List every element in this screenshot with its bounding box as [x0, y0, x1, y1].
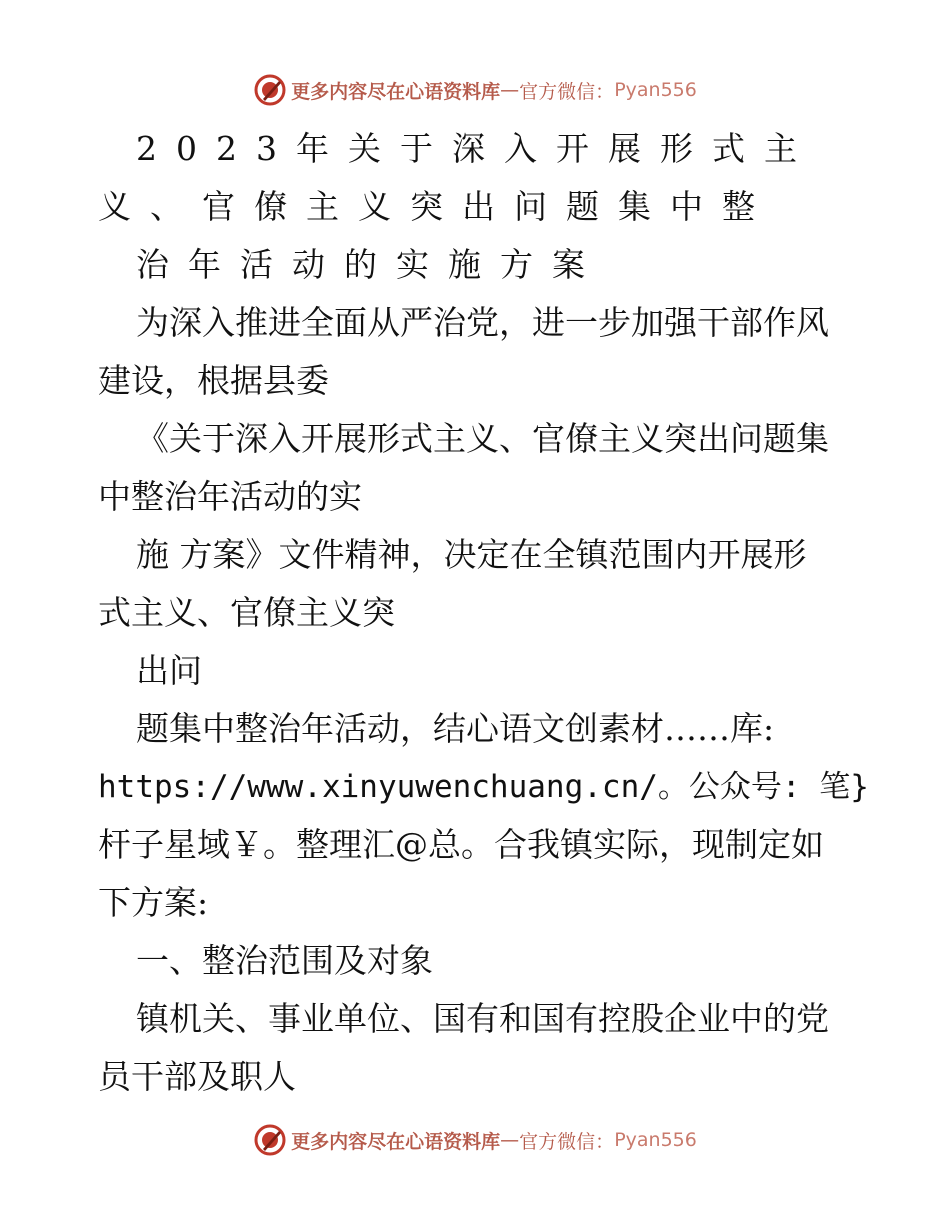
title-line-2: 义、官僚主义突出问题集中整 — [98, 187, 774, 226]
body-line-10: 杆子星域￥。整理汇@总。合我镇实际，现制定如 — [98, 825, 824, 864]
title-line-3: 治年活动的实施方案 — [136, 245, 604, 284]
body-line-14: 员干部及职人 — [98, 1057, 296, 1096]
footer-brand: 更多内容尽在心语资料库 — [291, 1130, 501, 1153]
footer-dash: — — [500, 1129, 520, 1151]
body-line-2: 建设，根据县委 — [98, 361, 329, 400]
footer-wechat-id: Pyan556 — [614, 1129, 697, 1151]
header-wechat-label: 官方微信： — [519, 80, 615, 103]
body-line-url: https://www.xinyuwenchuang.cn/。公众号: 笔} — [98, 769, 869, 805]
footer-banner — [0, 1120, 950, 1160]
section-heading-1: 一、整治范围及对象 — [136, 941, 433, 980]
body-line-1: 为深入推进全面从严治党，进一步加强干部作风 — [136, 303, 829, 342]
body-line-8: 题集中整治年活动，结心语文创素材……库: — [136, 709, 775, 748]
header-banner — [0, 70, 950, 110]
header-brand: 更多内容尽在心语资料库 — [291, 80, 501, 103]
body-line-7: 出问 — [136, 651, 202, 690]
pen-logo-icon — [253, 1123, 287, 1157]
footer-wechat-label: 官方微信： — [519, 1130, 615, 1153]
body-line-11: 下方案: — [98, 883, 209, 922]
body-line-3: 《关于深入开展形式主义、官僚主义突出问题集 — [136, 419, 829, 458]
pen-logo-icon — [253, 73, 287, 107]
body-line-4: 中整治年活动的实 — [98, 477, 362, 516]
header-dash: — — [500, 79, 520, 101]
title-line-1: 2023年关于深入开展形式主 — [136, 129, 816, 168]
body-line-13: 镇机关、事业单位、国有和国有控股企业中的党 — [136, 999, 829, 1038]
body-line-6: 式主义、官僚主义突 — [98, 593, 395, 632]
body-line-5: 施 方案》文件精神，决定在全镇范围内开展形 — [136, 535, 807, 574]
header-wechat-id: Pyan556 — [614, 79, 697, 101]
document-body — [98, 120, 869, 1106]
